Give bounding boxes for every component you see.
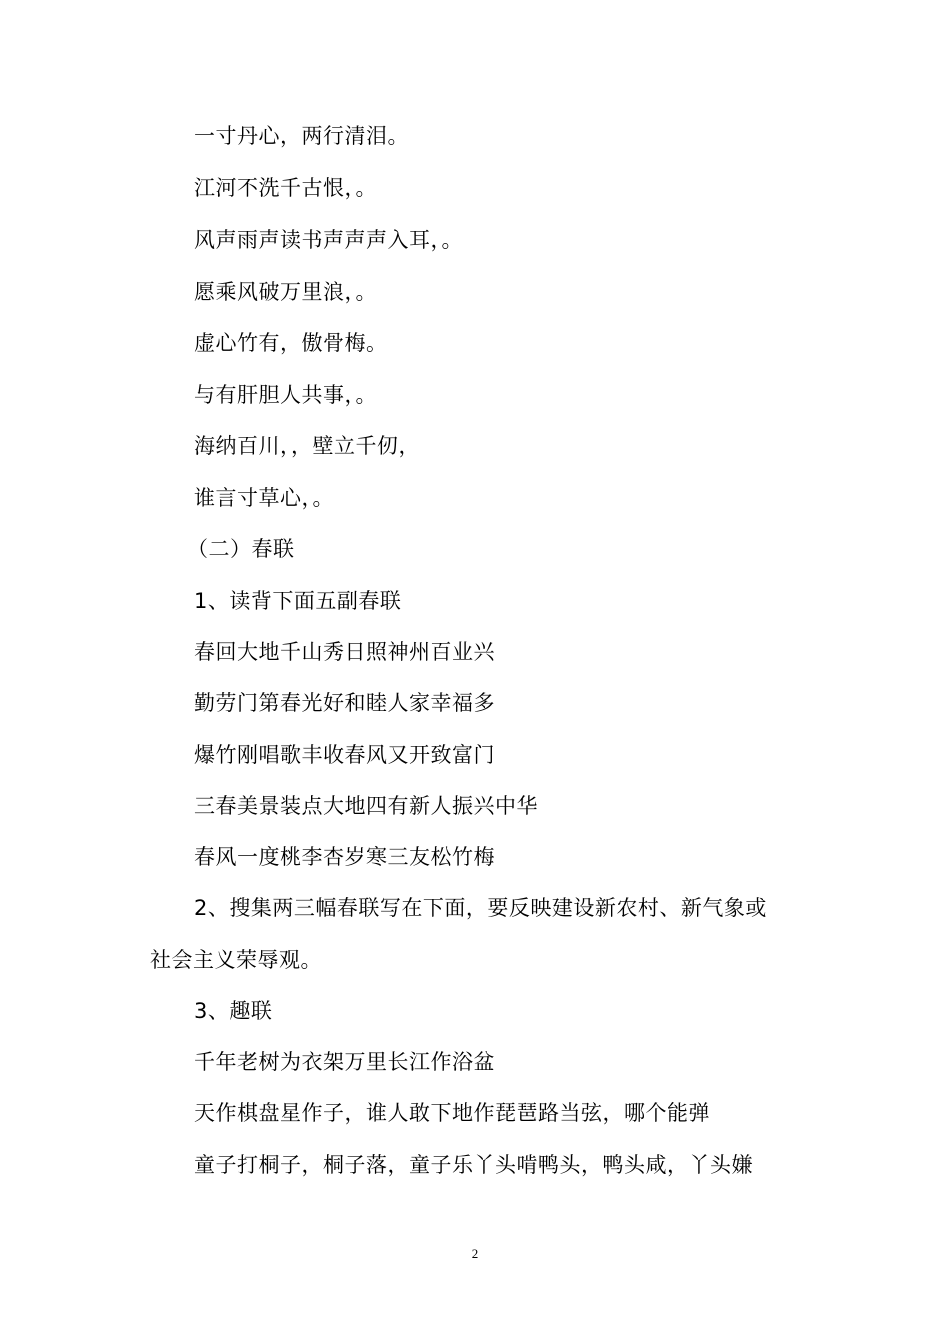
instruction-line: 2、搜集两三幅春联写在下面，要反映建设新农村、新气象或 [194, 896, 767, 920]
couplet-line: 千年老树为衣架万里长江作浴盆 [194, 1050, 495, 1074]
text-line: 愿乘风破万里浪，。 [194, 280, 377, 304]
couplet-line: 童子打桐子，桐子落，童子乐丫头啃鸭头，鸭头咸，丫头嫌 [194, 1153, 753, 1177]
couplet-line: 春风一度桃李杏岁寒三友松竹梅 [194, 845, 495, 869]
text-line: 江河不洗千古恨，。 [194, 176, 377, 200]
couplet-line: 三春美景装点大地四有新人振兴中华 [194, 794, 538, 818]
couplet-line: 勤劳门第春光好和睦人家幸福多 [194, 691, 495, 715]
text-line: 海纳百川，，壁立千仞， [194, 434, 420, 458]
text-line: 一寸丹心，两行清泪。 [194, 124, 409, 148]
subsection-heading: 3、趣联 [194, 999, 273, 1023]
text-line: 风声雨声读书声声声入耳，。 [194, 228, 463, 252]
couplet-line: 爆竹刚唱歌丰收春风又开致富门 [194, 743, 495, 767]
page-number: 2 [471, 1246, 479, 1261]
text-line: 与有肝胆人共事，。 [194, 383, 377, 407]
text-line: 谁言寸草心，。 [194, 486, 334, 510]
section-heading: （二）春联 [187, 537, 295, 561]
instruction-line-continued: 社会主义荣辱观。 [150, 948, 322, 972]
couplet-line: 春回大地千山秀日照神州百业兴 [194, 640, 495, 664]
text-line: 虚心竹有，傲骨梅。 [194, 331, 388, 355]
couplet-line: 天作棋盘星作子，谁人敢下地作琵琶路当弦，哪个能弹 [194, 1101, 710, 1125]
subsection-heading: 1、读背下面五副春联 [194, 589, 402, 613]
